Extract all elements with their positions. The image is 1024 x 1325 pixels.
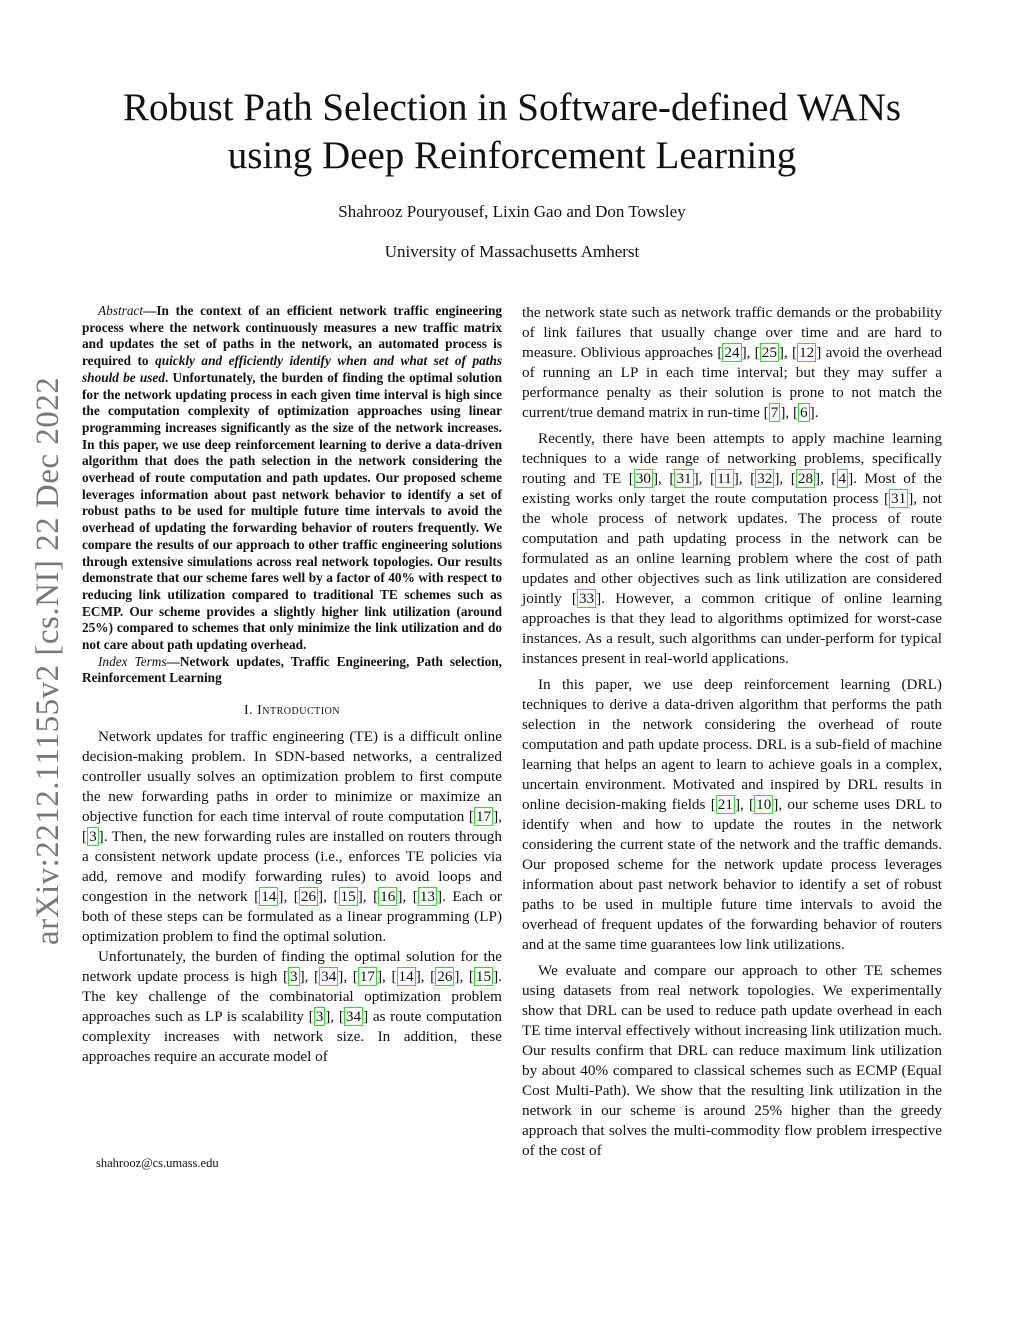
citation-link[interactable]: 11 <box>717 470 732 487</box>
footnote-email: shahrooz@cs.umass.edu <box>96 1156 219 1170</box>
citation-link[interactable]: 7 <box>770 404 779 421</box>
intro-paragraph-2: Unfortunately, the burden of finding the optimal solution for the network update process is high [ 3 ], [ 34 ], [ 17 ], [ 14 ], [ 26 ], [ 15 ]. The key challenge of the combinatorial optimization problem approaches such as LP is scalability [ 3 ], [ 34 ] as route computation complexity increases with network size. In addition, these approaches require an accurate model of <box>82 948 502 1066</box>
citation-link[interactable]: 12 <box>799 344 815 361</box>
abstract-text-1: —In the context of an efficient network traffic engineering process where the network continuously measures a new traffic matrix and updates the set of paths in the network, an automated process is required to <box>82 303 502 369</box>
citation-link[interactable]: 17 <box>359 968 375 986</box>
text: the network state such as network traffic demands or the probability of link failures that usually change over time and are hard to measure. Oblivious approaches <box>522 304 942 361</box>
citation-link[interactable]: 15 <box>340 888 356 906</box>
text: as route computation complexity increases with network size. In addition, these approaches require an accurate model of <box>82 1008 502 1066</box>
citation-link[interactable]: 34 <box>345 1008 362 1026</box>
text: . However, a common critique of online learning approaches is that they lead to algorithms optimized for worst-case instances. As a result, such algorithms can under-perform for typical instances present in real-world applications. <box>522 590 942 667</box>
citation-link[interactable]: 31 <box>891 490 907 507</box>
arxiv-identifier: arXiv:2212.11155v2 [cs.NI] 22 Dec 2022 <box>30 376 66 945</box>
authors: Shahrooz Pouryousef, Lixin Gao and Don Towsley <box>338 202 686 221</box>
index-terms-label: Index Terms <box>98 653 167 669</box>
left-column <box>82 303 502 1067</box>
text: . Most of the existing works only target the route computation process <box>522 470 943 507</box>
right-paragraph-4: We evaluate and compare our approach to other TE schemes using datasets from real network topologies. We experimentally show that DRL can be used to reduce path update overhead in each TE time interval effectively without increasing link utilization much. Our results confirm that DRL can reduce maximum link utilization by about 40% compared to classical schemes such as ECMP (Equal Cost Multi-Path). We show that the resulting link utilization in the network in our scheme is around 25% higher than the greedy approach that solves the multi-commodity flow problem irrespective of the cost of <box>522 962 942 1159</box>
text: In this paper, we use deep reinforcement learning (DRL) techniques to derive a data-driven algorithm that performs the path selection in the network considering the overhead of route computation and path update process. DRL is a sub-field of machine learning that helps an agent to learn to achieve goals in a complex, uncertain environment. Motivated and inspired by DRL results in online decision-making fields <box>522 676 942 813</box>
citation-link[interactable]: 33 <box>578 590 595 607</box>
index-terms-text: —Network updates, Traffic Engineering, Path selection, Reinforcement Learning <box>82 653 502 686</box>
citation-link[interactable]: 21 <box>717 796 733 813</box>
citation-link[interactable]: 17 <box>475 808 492 826</box>
right-paragraph-3: In this paper, we use deep reinforcement learning (DRL) techniques to derive a data-driven algorithm that performs the path selection in the network considering the overhead of route computation and path update process. DRL is a sub-field of machine learning that helps an agent to learn to achieve goals in a complex, uncertain environment. Motivated and inspired by DRL results in online decision-making fields [ 21 ], [ 10 ], our scheme uses DRL to identify when and how to update the routes in the network considering the current state of the network and the traffic demands. Our proposed scheme for the network update process leverages information about past network behavior to identify a set of robust paths to be used in multiple future time intervals to avoid the overhead of frequent updates of the forwarding behavior of routers and at the same time guarantees low link utilizations. <box>522 676 942 953</box>
section-title: Introduction <box>257 703 341 719</box>
text: . <box>814 404 819 421</box>
text: . The key challenge of the combinatorial optimization problem approaches such as LP is scalability <box>82 968 502 1026</box>
text: . Then, the new forwarding rules are installed on routers through a consistent network update process (i.e., enforces TE policies via add, remove and modify forwarding rules) to avoid loops and congestion in the network <box>82 828 502 906</box>
text: Network updates for traffic engineering (TE) is a difficult online decision-making problem. In SDN-based networks, a centralized controller usually solves an optimization problem to first compute the new forwarding paths in order to minimize or maximize an objective function for each time interval of route computation <box>82 728 502 826</box>
title-line-2: using Deep Reinforcement Learning <box>227 134 797 177</box>
abstract-text-2: . Unfortunately, the burden of finding the optimal solution for the network updating process in each given time interval is high since the computation complexity of optimization approaches using linear programming increases significantly as the size of the network increases. In this paper, we use deep reinforcement learning to derive a data-driven algorithm that does the path selection in the network considering the overhead of route computation and path updates. Our proposed scheme leverages information about past network behavior to identify a set of robust paths to be used for multiple future time intervals to avoid the overhead of updating the forwarding behavior of routers frequently. We compare the results of our approach to other traffic engineering solutions through extensive simulations across real network topologies. Our results demonstrate that our scheme fares well by a factor of 40% with respect to reducing link utilization compared to traditional TE schemes such as ECMP. Our scheme provides a slightly higher link utilization (around 25%) compared to schemes that only minimize the link utilization and do not care about path updating overhead. <box>82 369 502 653</box>
abstract <box>82 303 502 654</box>
right-column <box>522 303 942 1161</box>
section-heading-introduction <box>82 701 502 721</box>
citation-link[interactable]: 4 <box>838 470 847 487</box>
title-line-1: Robust Path Selection in Software-defined WANs <box>122 86 902 129</box>
right-paragraph-2: Recently, there have been attempts to apply machine learning techniques to a wide range of networking problems, specifically routing and TE [ 30 ], [ 31 ], [ 11 ], [ 32 ], [ 28 ], [ 4 ]. Most of the existing works only target the route computation process [ 31 ], not the whole process of network updates. The process of route computation and path updating process in the network can be formulated as an online learning problem where the cost of path updates and other objectives such as link utilization are considered jointly [ 33 ]. However, a common critique of online learning approaches is that they lead to algorithms optimized for worst-case instances. As a result, such algorithms can under-perform for typical instances present in real-world applications. <box>522 430 943 667</box>
citation-link[interactable]: 25 <box>761 344 777 361</box>
citation-link[interactable]: 34 <box>321 968 337 986</box>
citation-link[interactable]: 3 <box>290 968 298 986</box>
section-number: I. <box>243 703 258 719</box>
citation-link[interactable]: 13 <box>419 888 436 906</box>
text: Unfortunately, the burden of finding the optimal solution for the network update process is high <box>82 948 502 986</box>
text: Recently, there have been attempts to apply machine learning techniques to a wide range of networking problems, specifically routing and TE <box>522 430 942 487</box>
citation-link[interactable]: 3 <box>89 828 97 846</box>
right-paragraph-1: the network state such as network traffic demands or the probability of link failures that usually change over time and are hard to measure. Oblivious approaches [ 24 ], [ 25 ], [ 12 ] avoid the overhead of running an LP in each time interval; but they may suffer a performance penalty as their solution is prone to not match the current/true demand matrix in run-time [ 7 ], [ 6 ]. <box>522 304 942 421</box>
citation-link[interactable]: 24 <box>724 344 740 361</box>
citation-link[interactable]: 14 <box>261 888 277 906</box>
paper-title <box>82 84 942 180</box>
text: avoid the overhead of running an LP in each time interval; but they may suffer a performance penalty as their solution is prone to not match the current/true demand matrix in run-time <box>522 344 942 421</box>
citation-link[interactable]: 32 <box>757 470 773 487</box>
citation-link[interactable]: 31 <box>676 470 692 487</box>
citation-link[interactable]: 6 <box>800 404 808 421</box>
citation-link[interactable]: 26 <box>300 888 317 906</box>
affiliation: University of Massachusetts Amherst <box>384 242 640 261</box>
text: . Each or both of these steps can be formulated as a linear programming (LP) optimization problem to find the optimal solution. <box>82 888 502 946</box>
citation-link[interactable]: 30 <box>635 470 651 487</box>
abstract-label: Abstract <box>98 303 144 318</box>
citation-link[interactable]: 28 <box>797 470 814 487</box>
abstract-emphasis: quickly and efficiently identify when and what set of paths should be used <box>82 353 503 385</box>
citation-link[interactable]: 3 <box>315 1008 324 1026</box>
text: , not the whole process of network updates. The process of route computation and path updating process in the network can be formulated as an online learning problem where the cost of path updates and other objectives such as link utilization are considered jointly <box>522 490 942 607</box>
citation-link[interactable]: 26 <box>437 968 453 986</box>
intro-paragraph-1: Network updates for traffic engineering (TE) is a difficult online decision-making problem. In SDN-based networks, a centralized controller usually solves an optimization problem to first compute the new forwarding paths in order to minimize or maximize an objective function for each time interval of route computation [ 17 ], [ 3 ]. Then, the new forwarding rules are installed on routers through a consistent network update process (i.e., enforces TE policies via add, remove and modify forwarding rules) to avoid loops and congestion in the network [ 14 ], [ 26 ], [ 15 ], [ 16 ], [ 13 ]. Each or both of these steps can be formulated as a linear programming (LP) optimization problem to find the optimal solution. <box>82 728 502 946</box>
citation-link[interactable]: 10 <box>756 796 772 813</box>
citation-link[interactable]: 14 <box>398 968 414 986</box>
index-terms <box>82 654 502 687</box>
citation-link[interactable]: 16 <box>380 888 396 906</box>
text: , our scheme uses DRL to identify when and how to update the routes in the network considering the current state of the network and the traffic demands. Our proposed scheme for the network update process leverages information about past network behavior to identify a set of robust paths to be used in multiple future time intervals to avoid the overhead of frequent updates of the forwarding behavior of routers and at the same time guarantees low link utilizations. <box>522 796 942 953</box>
citation-link[interactable]: 15 <box>475 968 492 986</box>
